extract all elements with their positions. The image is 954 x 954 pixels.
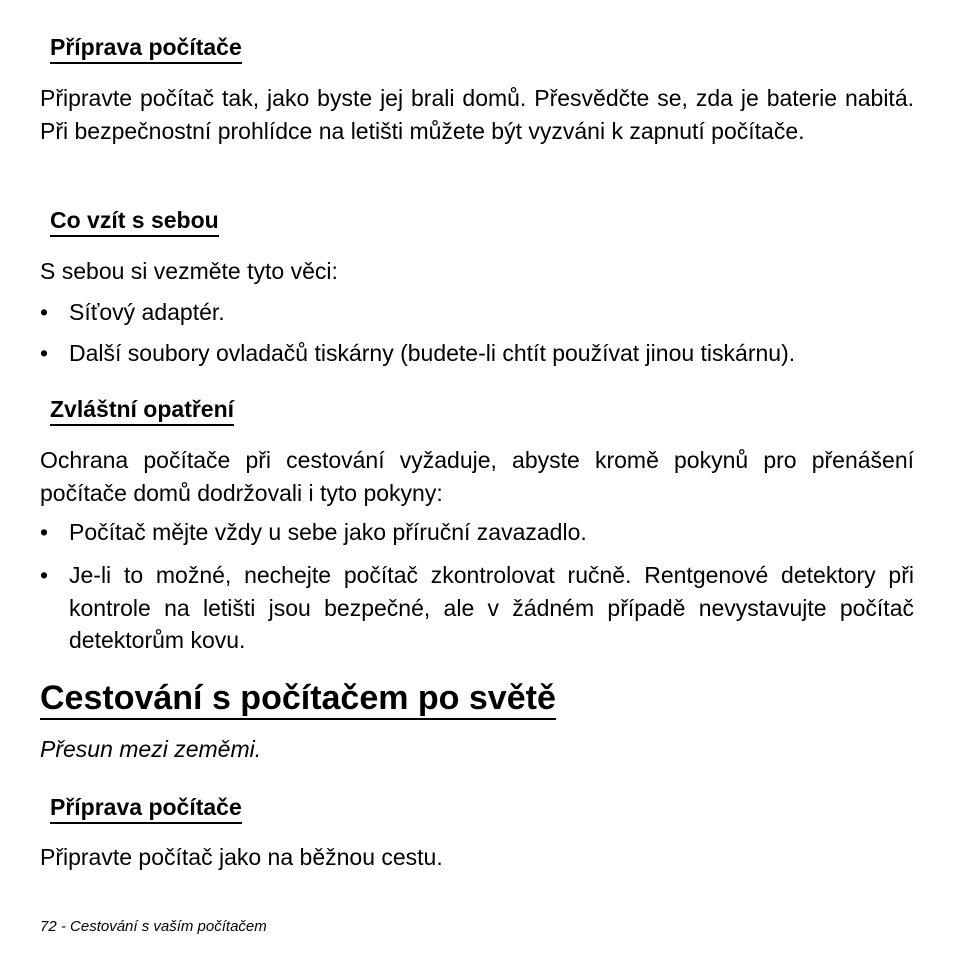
- list-item: [40, 296, 914, 329]
- bullet-icon: •: [40, 299, 49, 325]
- list-item: [40, 337, 914, 370]
- list-item-text: Další soubory ovladačů tiskárny (budete-li chtít používat jinou tiskárnu).: [69, 340, 796, 366]
- section-intro-co-vzit: S sebou si vezměte tyto věci:: [40, 258, 338, 284]
- bullet-icon: •: [40, 340, 49, 366]
- list-item-text: Je-li to možné, nechejte počítač zkontrolovat ručně. Rentgenové detektory při kontrole na letišti jsou bezpečné, ale v žádném případě nevystavujte počítač detektorům kovu.: [69, 562, 914, 653]
- list-item: [40, 559, 914, 657]
- section-paragraph-priprava-2: Připravte počítač jako na běžnou cestu.: [40, 844, 443, 870]
- chapter-subtitle: Přesun mezi zeměmi.: [40, 736, 262, 762]
- section-heading-priprava: Příprava počítače: [50, 33, 242, 64]
- section-heading-zvlastni: Zvláštní opatření: [50, 395, 234, 426]
- chapter-title: Cestování s počítačem po světě: [40, 678, 556, 720]
- section-paragraph-priprava: Připravte počítač tak, jako byste jej brali domů. Přesvědčte se, zda je baterie nabitá. Při bezpečnostní prohlídce na letišti můžete být vyzváni k zapnutí počítače.: [40, 85, 914, 144]
- page-footer: 72 - Cestování s vaším počítačem: [40, 918, 267, 935]
- list-item-text: Síťový adaptér.: [69, 299, 225, 325]
- list-item: [40, 516, 914, 549]
- list-item-text: Počítač mějte vždy u sebe jako příruční zavazadlo.: [69, 519, 587, 545]
- section-heading-co-vzit: Co vzít s sebou: [50, 206, 219, 237]
- section-heading-priprava-2: Příprava počítače: [50, 793, 242, 824]
- bullet-icon: •: [40, 562, 49, 588]
- bullet-icon: •: [40, 519, 49, 545]
- section-intro-zvlastni: Ochrana počítače při cestování vyžaduje, abyste kromě pokynů pro přenášení počítače domů dodržovali i tyto pokyny:: [40, 447, 914, 506]
